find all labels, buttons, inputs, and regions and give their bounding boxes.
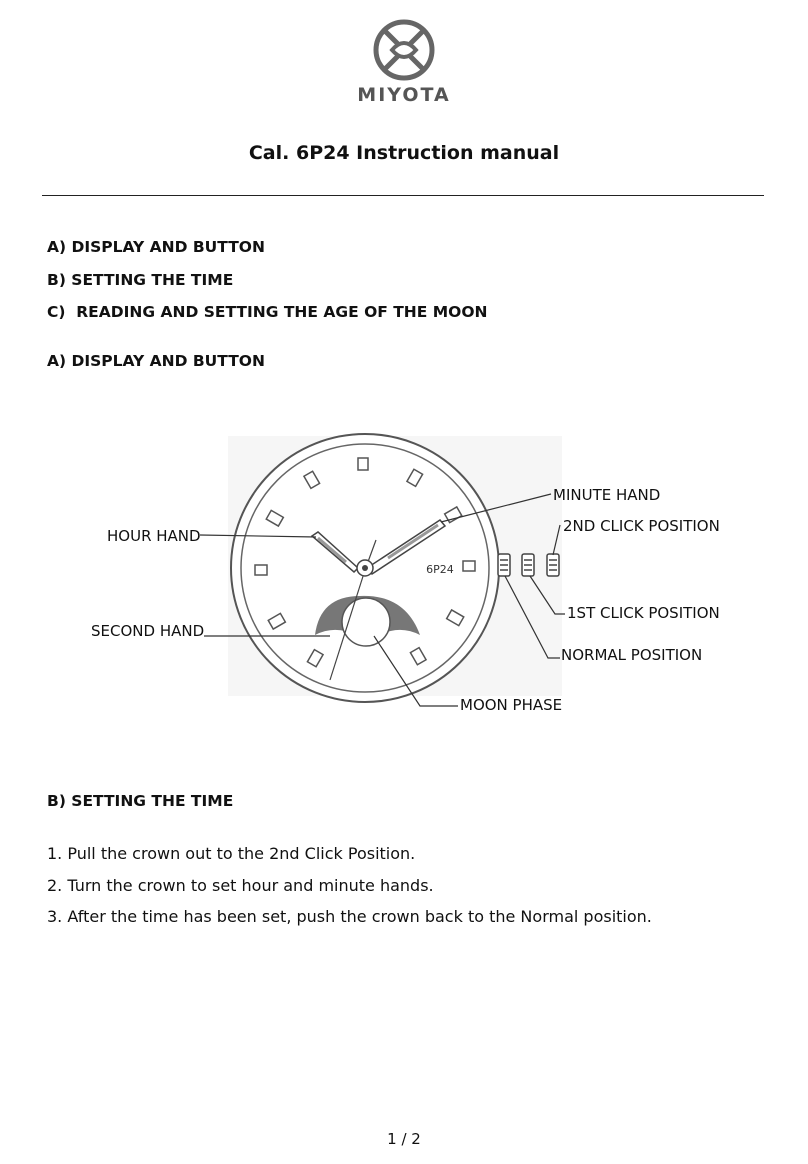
label-second-click: 2ND CLICK POSITION (563, 517, 720, 535)
watch-illustration (0, 400, 808, 730)
moon-disc (342, 598, 390, 646)
brand-name: MIYOTA (357, 84, 451, 106)
toc-item: C) READING AND SETTING THE AGE OF THE MOON (47, 303, 488, 321)
section-a-heading: A) DISPLAY AND BUTTON (47, 352, 265, 370)
section-b-heading: B) SETTING THE TIME (47, 792, 234, 810)
label-hour-hand: HOUR HAND (107, 527, 201, 545)
label-second-hand: SECOND HAND (91, 622, 205, 640)
page-number: 1 / 2 (387, 1130, 421, 1148)
page-title: Cal. 6P24 Instruction manual (248, 142, 560, 164)
label-moon-phase: MOON PHASE (460, 696, 563, 714)
watch-diagram (0, 400, 808, 730)
dial-text: 6P24 (426, 563, 454, 576)
miyota-logo-icon (372, 18, 436, 82)
table-of-contents (47, 236, 488, 334)
setting-steps (47, 843, 652, 938)
toc-item: B) SETTING THE TIME (47, 270, 234, 289)
toc-item: A) DISPLAY AND BUTTON (47, 238, 265, 256)
label-first-click: 1ST CLICK POSITION (567, 604, 720, 622)
brand-logo (352, 18, 456, 108)
list-item: 3. After the time has been set, push the crown back to the Normal position. (47, 907, 652, 926)
crown-positions (498, 554, 559, 576)
label-minute-hand: MINUTE HAND (553, 486, 661, 504)
list-item: 1. Pull the crown out to the 2nd Click Position. (47, 844, 416, 863)
label-normal-position: NORMAL POSITION (561, 646, 703, 664)
list-item: 2. Turn the crown to set hour and minute hands. (47, 875, 434, 895)
title-divider (42, 195, 764, 196)
